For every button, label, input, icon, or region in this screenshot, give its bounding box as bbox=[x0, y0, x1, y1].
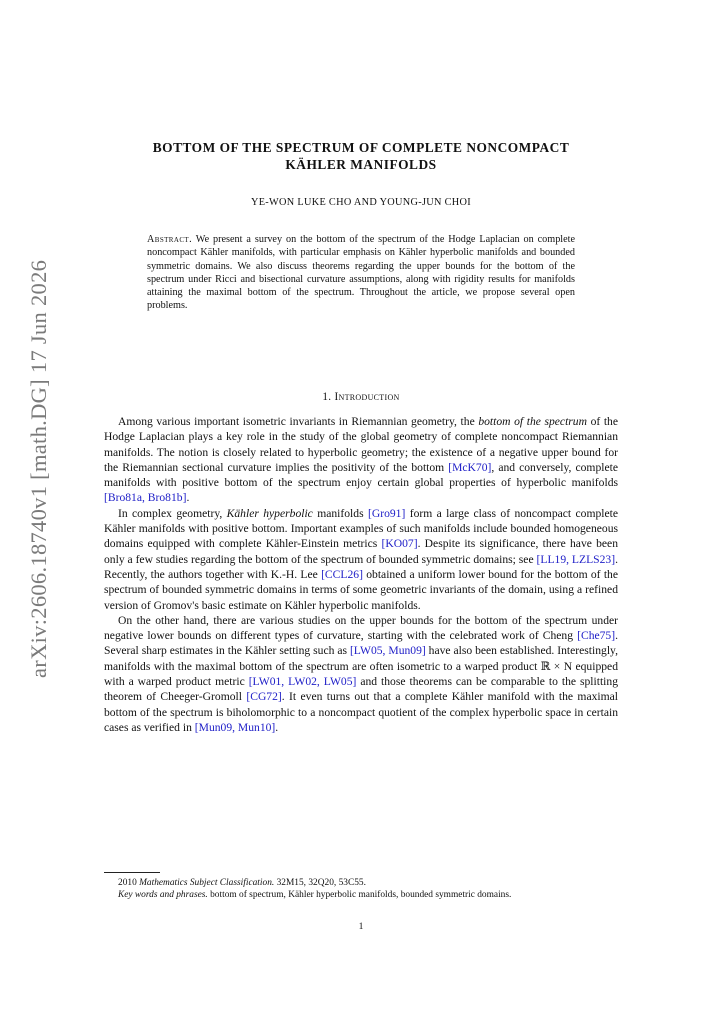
citation-link[interactable]: [LW01, LW02, LW05] bbox=[248, 675, 357, 689]
page-number: 1 bbox=[358, 921, 364, 932]
abstract-text: We present a survey on the bottom of the spectrum of the Hodge Laplacian on complete noncompact Kähler manifolds, with particular emphasis on Kähler hyperbolic manifolds and bounded symmetric domains. We also discuss theorems regarding the upper bounds for the bottom of the spectrum under Ricci and bisectional curvature assumptions, along with rigidity results for manifolds attaining the maximal bottom of the spectrum. Throughout the article, we propose several open problems. bbox=[147, 234, 575, 312]
text: . bbox=[186, 491, 190, 505]
text: . Recently, the authors together with K.-H. Lee bbox=[104, 552, 618, 581]
title-line-2: KÄHLER MANIFOLDS bbox=[285, 156, 437, 172]
arxiv-identifier-stamp: arXiv:2606.18740v1 [math.DG] 17 Jun 2026 bbox=[26, 259, 51, 678]
text: In complex geometry, bbox=[118, 506, 227, 520]
paragraph-2 bbox=[104, 506, 618, 613]
text: On the other hand, there are various studies on the upper bounds for the bottom of the spectrum under negative lower bounds on different types of curvature, starting with the celebrated work of Cheng bbox=[104, 613, 618, 643]
text: manifolds bbox=[312, 506, 368, 520]
text: , and conversely, complete manifolds with positive bottom of the spectrum enjoy certain global properties of hyperbolic manifolds bbox=[104, 460, 618, 490]
text: form a large class of noncompact complete Kähler manifolds with positive bottom. Important examples of such manifolds include bounded homogeneous domains equipped with complete Kähler-Einstein metrics bbox=[104, 506, 618, 551]
citation-link[interactable]: [LL19, LZLS23] bbox=[536, 552, 616, 566]
citation-link[interactable]: [Bro81a, Bro81b] bbox=[104, 491, 187, 505]
text: 32M15, 32Q20, 53C55. bbox=[274, 878, 366, 888]
text: . It even turns out that a complete Kähler manifold with the maximal bottom of the spectrum is biholomorphic to a noncompact quotient of the complex hyperbolic space in certain cases as verified in bbox=[104, 690, 618, 734]
text: 2010 bbox=[118, 878, 140, 888]
abstract bbox=[147, 233, 575, 313]
emphasis: Key words and phrases. bbox=[118, 890, 208, 901]
citation-link[interactable]: [McK70] bbox=[448, 460, 492, 474]
footnote-rule bbox=[104, 872, 160, 873]
introduction-body bbox=[104, 414, 618, 735]
emphasis: Mathematics Subject Classification. bbox=[139, 878, 275, 888]
abstract-label: Abstract. bbox=[147, 234, 193, 245]
text: . Several sharp estimates in the Kähler setting such as bbox=[104, 629, 618, 658]
paragraph-3 bbox=[104, 613, 618, 735]
text: Among various important isometric invariants in Riemannian geometry, the bbox=[118, 415, 479, 428]
paper-title bbox=[104, 140, 618, 173]
text: of the Hodge Laplacian plays a key role in the study of the global geometry of complete noncompact Riemannian manifolds. The notion is closely related to hyperbolic geometry; the existence of a negative upper bound for the Riemannian sectional curvature implies the positivity of the bottom bbox=[104, 415, 618, 474]
citation-link[interactable]: [CG72] bbox=[246, 690, 282, 704]
author-list: YE-WON LUKE CHO AND YOUNG-JUN CHOI bbox=[250, 197, 472, 208]
text: obtained a uniform lower bound for the bottom of the spectrum of bounded symmetric domains in terms of some geometric invariants of the domain, using a refined version of Gromov's basic estimate on Kähler hyperbolic manifolds. bbox=[104, 567, 619, 612]
footnote-msc bbox=[104, 877, 618, 889]
title-line-1: BOTTOM OF THE SPECTRUM OF COMPLETE NONCOMPACT bbox=[152, 140, 570, 155]
text: . bbox=[275, 720, 279, 734]
arxiv-sidebar bbox=[24, 0, 54, 1019]
citation-link[interactable]: [Mun09, Mun10] bbox=[194, 720, 276, 734]
text: have also been established. Interestingly, manifolds with the maximal bottom of the spectrum are often isometric to a warped product ℝ × N equipped with a warped product metric bbox=[104, 644, 618, 689]
citation-link[interactable]: [Che75] bbox=[577, 629, 616, 643]
citation-link[interactable]: [Gro91] bbox=[367, 506, 406, 520]
section-heading bbox=[104, 391, 618, 403]
citation-link[interactable]: [CCL26] bbox=[321, 567, 363, 581]
text: and those theorems can be comparable to the splitting theorem of Cheeger-Gromoll bbox=[104, 675, 618, 704]
emphasis: bottom of the spectrum bbox=[478, 415, 587, 428]
section-number: 1. bbox=[322, 391, 332, 403]
citation-link[interactable]: [LW05, Mun09] bbox=[349, 644, 426, 658]
footnote-keywords bbox=[104, 889, 618, 901]
text: bottom of spectrum, Kähler hyperbolic manifolds, bounded symmetric domains. bbox=[207, 890, 512, 901]
footnotes bbox=[104, 877, 618, 901]
emphasis: Kähler hyperbolic bbox=[226, 506, 313, 520]
text: . Despite its significance, there have been only a few studies regarding the bottom of the spectrum of bounded symmetric domains; see bbox=[104, 537, 618, 566]
section-title: Introduction bbox=[334, 391, 400, 403]
paragraph-1 bbox=[104, 414, 618, 506]
citation-link[interactable]: [KO07] bbox=[381, 537, 418, 551]
